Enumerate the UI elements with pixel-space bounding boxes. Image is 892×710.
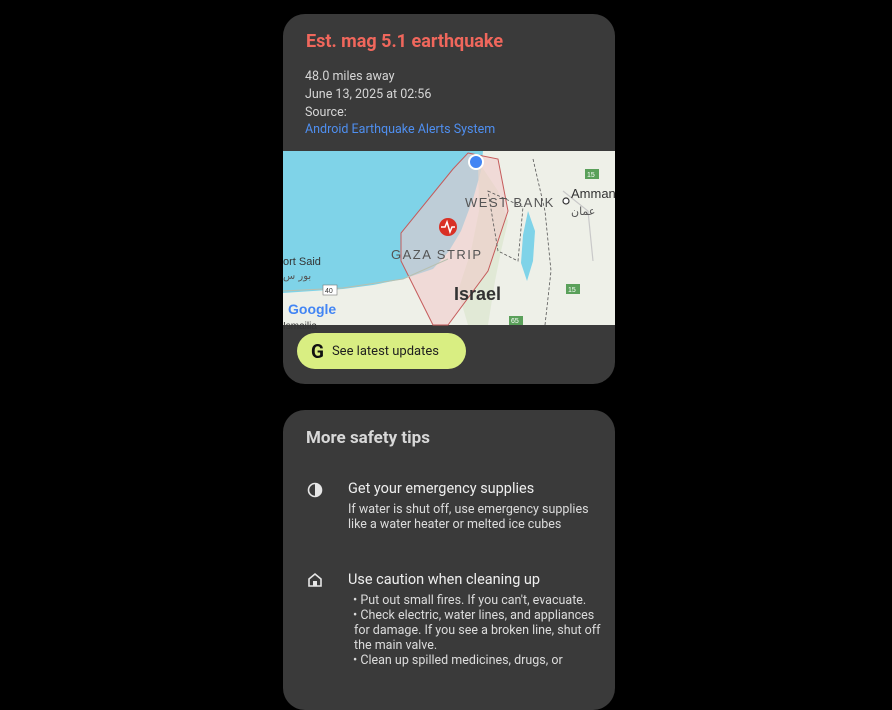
alert-datetime: June 13, 2025 at 02:56 <box>305 87 432 102</box>
label-port-said-arabic: بور س <box>283 271 312 282</box>
google-g-icon: G <box>311 339 324 363</box>
road-40-label: 40 <box>325 288 333 295</box>
label-ismailia: Ismailia <box>283 321 317 332</box>
alert-title: Est. mag 5.1 earthquake <box>306 31 504 52</box>
label-west-bank: WEST BANK <box>465 195 555 210</box>
tip-heading-cleanup: Use caution when cleaning up <box>348 571 541 588</box>
label-israel: Israel <box>454 284 502 304</box>
water-drop-icon <box>307 482 323 498</box>
cleanup-bullet-list <box>347 593 602 668</box>
tip-body-supplies: If water is shut off, use emergency supplies like a water heater or melted ice cubes <box>348 502 589 532</box>
label-port-said: ort Said <box>283 256 321 268</box>
list-item: • Put out small fires. If you can't, evacuate. <box>353 593 587 608</box>
list-item: • Clean up spilled medicines, drugs, or <box>353 653 563 668</box>
house-icon <box>307 572 323 588</box>
label-gaza-strip: GAZA STRIP <box>391 247 483 262</box>
earthquake-alert-card <box>283 14 615 384</box>
alert-source-label: Source: <box>305 105 347 120</box>
road-65-label: 65 <box>511 318 519 325</box>
road-15a-label: 15 <box>587 172 595 179</box>
tips-title: More safety tips <box>306 428 430 448</box>
amman-dot <box>563 198 569 204</box>
user-location-dot <box>469 155 483 169</box>
alert-source-link[interactable]: Android Earthquake Alerts System <box>305 122 496 137</box>
earthquake-map[interactable] <box>283 151 616 332</box>
alert-distance: 48.0 miles away <box>305 69 395 84</box>
road-15b-label: 15 <box>568 287 576 294</box>
see-latest-updates-button[interactable] <box>297 333 466 369</box>
updates-button-label: See latest updates <box>331 343 439 359</box>
label-amman-arabic: عمان <box>571 205 596 218</box>
tip-heading-supplies: Get your emergency supplies <box>348 480 535 497</box>
epicenter-marker[interactable] <box>439 218 457 236</box>
google-logo: Google <box>288 301 337 317</box>
safety-tips-card <box>283 410 615 710</box>
list-item: • Check electric, water lines, and appliances for damage. If you see a broken line, shut off the main valve. <box>353 608 601 653</box>
label-amman: Amman <box>571 186 616 201</box>
